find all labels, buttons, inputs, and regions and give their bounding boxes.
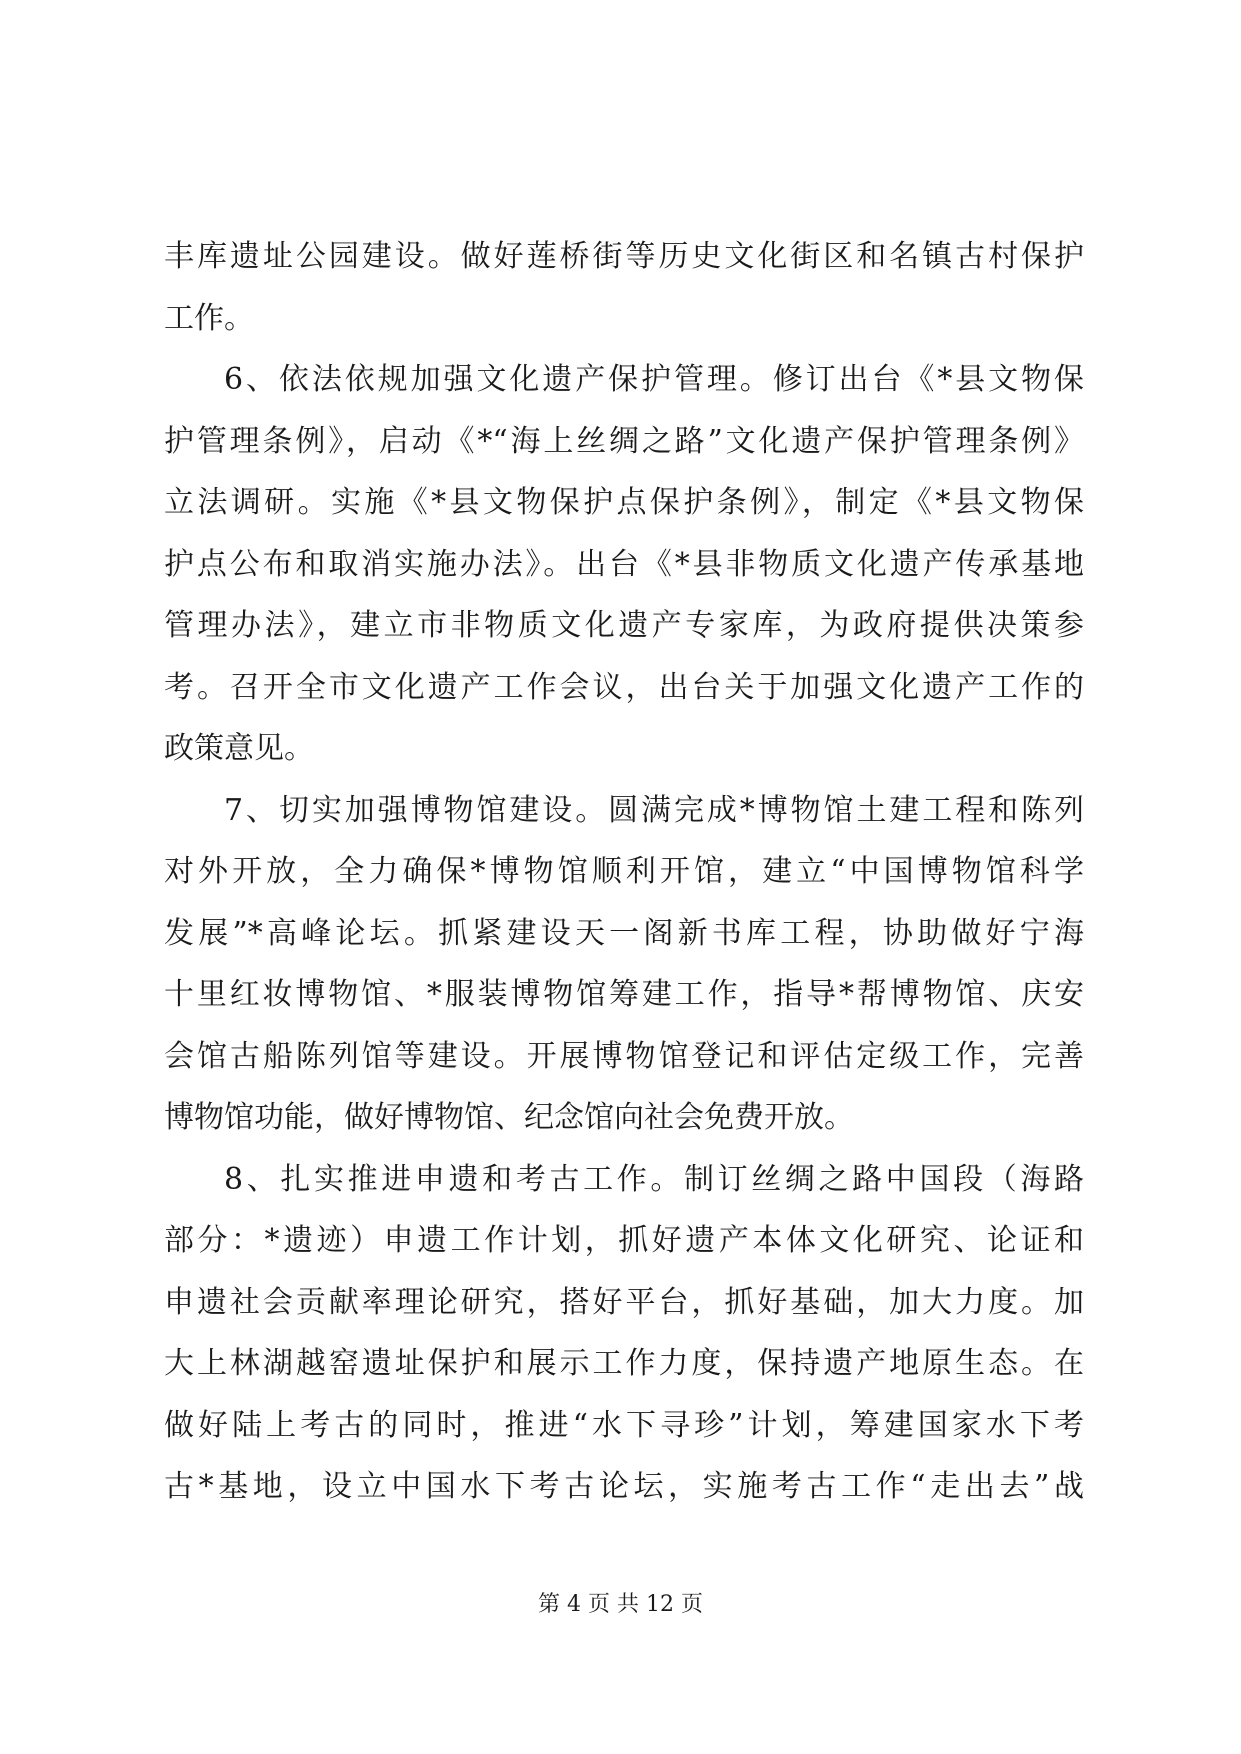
text-line: 丰库遗址公园建设。做好莲桥街等历史文化街区和名镇古村保护 xyxy=(164,239,1084,274)
text-line: 做好陆上考古的同时，推进“水下寻珍”计划，筹建国家水下考 xyxy=(164,1407,1084,1443)
text-line: 护管理条例》，启动《*“海上丝绸之路”文化遗产保护管理条例》 xyxy=(164,423,1084,459)
text-line: 对外开放，全力确保*博物馆顺利开馆，建立“中国博物馆科学 xyxy=(164,854,1084,889)
text-line: 十里红妆博物馆、*服装博物馆筹建工作，指导*帮博物馆、庆安 xyxy=(164,977,1084,1012)
paragraph-item-6 xyxy=(164,349,1084,780)
text-line: 管理办法》，建立市非物质文化遗产专家库，为政府提供决策参 xyxy=(164,608,1084,643)
text-line: 会馆古船陈列馆等建设。开展博物馆登记和评估定级工作，完善 xyxy=(164,1038,1084,1074)
text-line: 发展”*高峰论坛。抓紧建设天一阁新书库工程，协助做好宁海 xyxy=(164,915,1084,951)
text-line: 大上林湖越窑遗址保护和展示工作力度，保持遗产地原生态。在 xyxy=(164,1346,1084,1381)
text-line: 申遗社会贡献率理论研究，搭好平台，抓好基础，加大力度。加 xyxy=(164,1284,1084,1320)
text-line: 考。召开全市文化遗产工作会议，出台关于加强文化遗产工作的 xyxy=(164,669,1084,705)
text-line: 政策意见。 xyxy=(164,731,314,766)
text-line: 8、扎实推进申遗和考古工作。制订丝绸之路中国段（海路 xyxy=(224,1161,1084,1197)
paragraph-item-7 xyxy=(164,780,1084,1149)
text-line: 护点公布和取消实施办法》。出台《*县非物质文化遗产传承基地 xyxy=(164,546,1084,582)
text-line: 6、依法依规加强文化遗产保护管理。修订出台《*县文物保 xyxy=(224,362,1084,397)
text-line: 工作。 xyxy=(164,300,254,336)
text-line: 部分：*遗迹）申遗工作计划，抓好遗产本体文化研究、论证和 xyxy=(164,1223,1084,1258)
paragraph-continuation xyxy=(164,226,1084,349)
paragraph-item-8 xyxy=(164,1149,1084,1518)
text-line: 立法调研。实施《*县文物保护点保护条例》，制定《*县文物保 xyxy=(164,485,1084,520)
text-line: 7、切实加强博物馆建设。圆满完成*博物馆土建工程和陈列 xyxy=(224,792,1084,828)
document-body xyxy=(164,226,1084,1518)
page-number-footer: 第 4 页 共 12 页 xyxy=(538,1592,703,1617)
text-line: 博物馆功能，做好博物馆、纪念馆向社会免费开放。 xyxy=(164,1100,854,1135)
text-line: 古*基地，设立中国水下考古论坛，实施考古工作“走出去”战 xyxy=(164,1469,1084,1504)
